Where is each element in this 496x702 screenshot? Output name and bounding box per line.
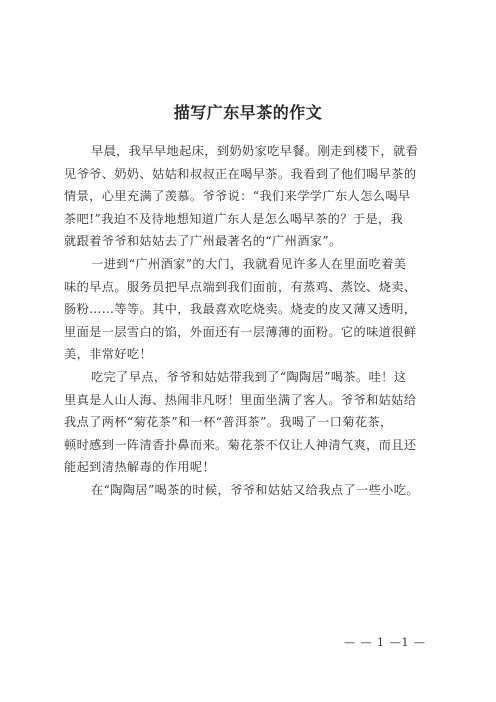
paragraph-line: 味的早点。服务员把早点端到我们面前，有蒸鸡、蒸饺、烧卖、 <box>64 279 417 294</box>
paragraph-line: 茶吧!”我迫不及待地想知道广东人是怎么喝早茶的？于是，我 <box>64 211 404 226</box>
paragraph-line: 美，非常好吃！ <box>64 347 153 362</box>
page-title: 描写广东早茶的作文 <box>173 103 323 122</box>
paragraph-line: 一进到“广州酒家”的大门，我就看见许多人在里面吃着美 <box>91 256 407 271</box>
paragraph-line: 我点了两杯“菊花茶”和一杯“普洱茶”。我喝了一口菊花茶， <box>64 415 393 430</box>
paragraph-line: 早晨，我早早地起床，到奶奶家吃早餐。刚走到楼下，就看 <box>91 144 419 158</box>
paragraph-line: 就跟着爷爷和姑姑去了广州最著名的“广州酒家”。 <box>64 234 342 249</box>
paragraph-line: 见爷爷、奶奶、姑姑和叔叔正在喝早茶。我看到了他们喝早茶的 <box>64 166 417 181</box>
paragraph-line: 肠粉……等等。其中，我最喜欢吃烧卖。烧麦的皮又薄又透明， <box>64 302 417 317</box>
paragraph-line: 里真是人山人海、热闹非凡呀！里面坐满了客人。爷爷和姑姑给 <box>64 392 417 407</box>
paragraph-line: 情景，心里充满了羡慕。爷爷说：“我们来学学广东人怎么喝早 <box>64 189 411 204</box>
paragraph-line: 在“陶陶居”喝茶的时候，爷爷和姑姑又给我点了一些小吃。 <box>91 482 419 497</box>
paragraph-line: 吃完了早点，爷爷和姑姑带我到了“陶陶居”喝茶。哇！这 <box>91 369 407 384</box>
paragraph-line: 能起到清热解毒的作用呢！ <box>64 460 216 475</box>
essay-body <box>64 140 436 502</box>
paragraph-line: 顿时感到一阵清香扑鼻而来。菊花茶不仅让人神清气爽，而且还 <box>64 437 417 452</box>
page-number: — — 1 —1 — <box>344 636 426 649</box>
paragraph-line: 里面是一层雪白的馅，外面还有一层薄薄的面粉。它的味道很鲜 <box>64 324 417 339</box>
